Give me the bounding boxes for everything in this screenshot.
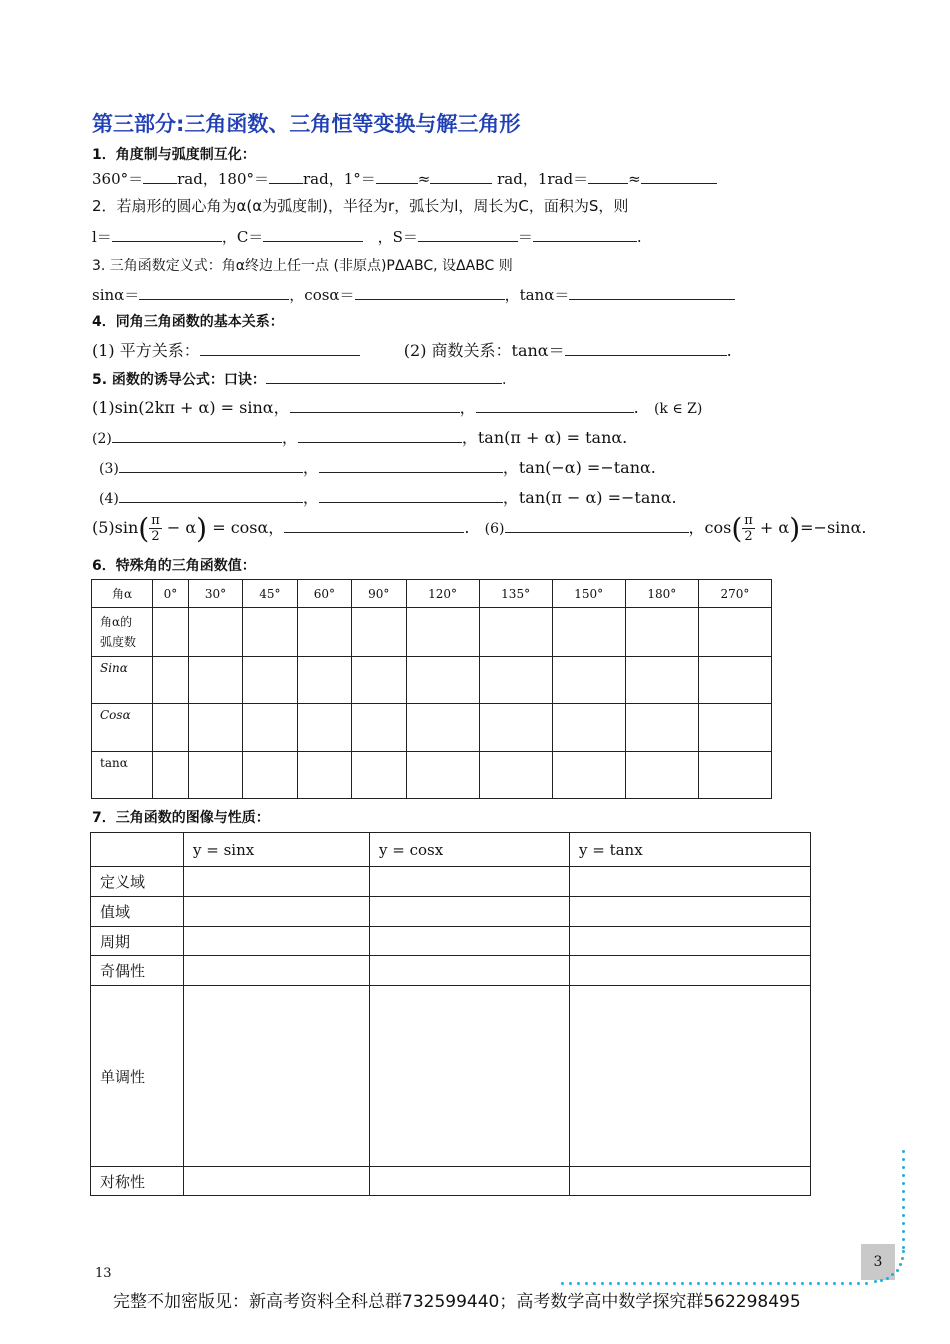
decorative-dot (641, 1282, 644, 1285)
decorative-dot (902, 1214, 905, 1217)
decorative-dot (705, 1282, 708, 1285)
decorative-dot (902, 1190, 905, 1193)
table-row (92, 657, 772, 704)
special-angle-table (91, 579, 772, 799)
table-cell: 270° (698, 580, 771, 608)
decorative-dot (561, 1282, 564, 1285)
decorative-dot (721, 1282, 724, 1285)
decorative-dot (902, 1206, 905, 1209)
decorative-dot (902, 1230, 905, 1233)
section5-heading: 5. 函数的诱导公式：口诀： . (92, 368, 506, 389)
induction-row-4: (4) ， ，tan(π − α) =−tanα. (99, 488, 677, 507)
decorative-dot (673, 1282, 676, 1285)
page-title: 第三部分:三角函数、三角恒等变换与解三角形 (92, 112, 521, 136)
table-row (91, 986, 811, 1167)
section1-heading: 1．角度制与弧度制互化： (92, 147, 256, 163)
row-label: 单调性 (91, 986, 184, 1167)
decorative-dot (833, 1282, 836, 1285)
page-badge: 3 (861, 1244, 895, 1280)
section1-line: 360°＝ rad，180°＝ rad，1°＝ ≈ rad，1rad＝ ≈ (92, 168, 717, 189)
decorative-dot (681, 1282, 684, 1285)
table-cell: 135° (479, 580, 552, 608)
decorative-dot (857, 1282, 860, 1285)
section2-line: l＝ ，C＝ ，S＝ ＝ . (92, 228, 642, 246)
table-row (91, 956, 811, 986)
table-cell: 120° (406, 580, 479, 608)
decorative-dot (713, 1282, 716, 1285)
decorative-dot (902, 1250, 905, 1253)
section4-line: (1) 平方关系： (2) 商数关系：tanα＝ . (92, 341, 732, 360)
decorative-dot (793, 1282, 796, 1285)
decorative-dot (809, 1282, 812, 1285)
decorative-dot (633, 1282, 636, 1285)
decorative-dot (593, 1282, 596, 1285)
table-row (92, 704, 772, 752)
decorative-dot (617, 1282, 620, 1285)
section6-heading: 6．特殊角的三角函数值： (92, 558, 256, 574)
decorative-dot (817, 1282, 820, 1285)
decorative-dot (902, 1182, 905, 1185)
decorative-dot (761, 1282, 764, 1285)
section7-heading: 7．三角函数的图像与性质： (92, 810, 270, 826)
decorative-dot (874, 1280, 877, 1283)
decorative-dot (901, 1257, 904, 1260)
decorative-dot (609, 1282, 612, 1285)
decorative-dot (801, 1282, 804, 1285)
row-label: 对称性 (91, 1167, 184, 1196)
decorative-dot (745, 1282, 748, 1285)
decorative-dot (902, 1222, 905, 1225)
row-label: 角α的弧度数 (92, 608, 153, 657)
decorative-dot (902, 1150, 905, 1153)
row-label: Cosα (92, 704, 153, 752)
decorative-dot (880, 1279, 883, 1282)
section3-line: sinα＝ ，cosα＝ ，tanα＝ (92, 284, 735, 305)
table-row (91, 927, 811, 956)
decorative-dot (737, 1282, 740, 1285)
decorative-dot (753, 1282, 756, 1285)
decorative-dot (625, 1282, 628, 1285)
decorative-dot (585, 1282, 588, 1285)
decorative-dot (902, 1198, 905, 1201)
row-label: Sinα (92, 657, 153, 704)
decorative-dot (665, 1282, 668, 1285)
table-cell: 45° (243, 580, 297, 608)
decorative-dot (849, 1282, 852, 1285)
table-row (91, 833, 811, 867)
decorative-dot (577, 1282, 580, 1285)
table-cell: 150° (552, 580, 625, 608)
table-row (92, 580, 772, 608)
table-cell: 角α (92, 580, 153, 608)
table-row (91, 867, 811, 897)
table-row (92, 608, 772, 657)
page-number: 13 (95, 1266, 112, 1281)
properties-table (90, 832, 811, 1196)
induction-row-5: (5)sin( $\frac{\pi}{2}$ − α) = cosα， . (6) ，cos( $\frac{\pi}{2}$ + α)=−sinα. (92, 512, 867, 545)
table-cell: 180° (625, 580, 698, 608)
table-header: y = cosx (370, 833, 570, 867)
decorative-dot (569, 1282, 572, 1285)
decorative-dot (825, 1282, 828, 1285)
table-header: y = sinx (184, 833, 370, 867)
decorative-dot (689, 1282, 692, 1285)
decorative-dot (865, 1282, 868, 1285)
table-cell: 90° (352, 580, 406, 608)
decorative-dot (899, 1263, 902, 1266)
row-label: 周期 (91, 927, 184, 956)
decorative-dot (902, 1238, 905, 1241)
decorative-dot (729, 1282, 732, 1285)
table-header: y = tanx (570, 833, 811, 867)
decorative-dot (657, 1282, 660, 1285)
table-row (91, 897, 811, 927)
induction-row-1: (1)sin(2kπ + α) = sinα， ， . (k ∈ Z) (92, 398, 703, 417)
section3-heading: 3. 三角函数定义式：角α终边上任一点 (非原点)PΔABC, 设ΔABC 则 (92, 258, 513, 274)
decorative-dot (769, 1282, 772, 1285)
decorative-dot (841, 1282, 844, 1285)
table-cell: 30° (188, 580, 242, 608)
table-cell: 0° (153, 580, 189, 608)
row-label: 奇偶性 (91, 956, 184, 986)
section4-heading: 4．同角三角函数的基本关系： (92, 314, 284, 330)
decorative-dot (697, 1282, 700, 1285)
decorative-dot (896, 1269, 899, 1272)
table-row (92, 752, 772, 799)
footer-text: 完整不加密版见：新高考资料全科总群732599440；高考数学高中数学探究群562298495 (113, 1292, 801, 1312)
row-label: 值域 (91, 897, 184, 927)
decorative-dot (902, 1166, 905, 1169)
induction-row-2: (2) ， ，tan(π + α) = tanα. (92, 428, 628, 447)
induction-row-3: (3) ， ，tan(−α) =−tanα. (99, 458, 656, 477)
row-label: tanα (92, 752, 153, 799)
row-label: 定义域 (91, 867, 184, 897)
decorative-dot (902, 1174, 905, 1177)
decorative-dot (601, 1282, 604, 1285)
decorative-dot (649, 1282, 652, 1285)
section2-heading: 2．若扇形的圆心角为α(α为弧度制)，半径为r，弧长为l，周长为C，面积为S，则 (92, 197, 629, 215)
table-row (91, 1167, 811, 1196)
decorative-dot (785, 1282, 788, 1285)
decorative-dot (902, 1158, 905, 1161)
table-cell: 60° (297, 580, 351, 608)
decorative-dot (902, 1246, 905, 1249)
decorative-dot (777, 1282, 780, 1285)
